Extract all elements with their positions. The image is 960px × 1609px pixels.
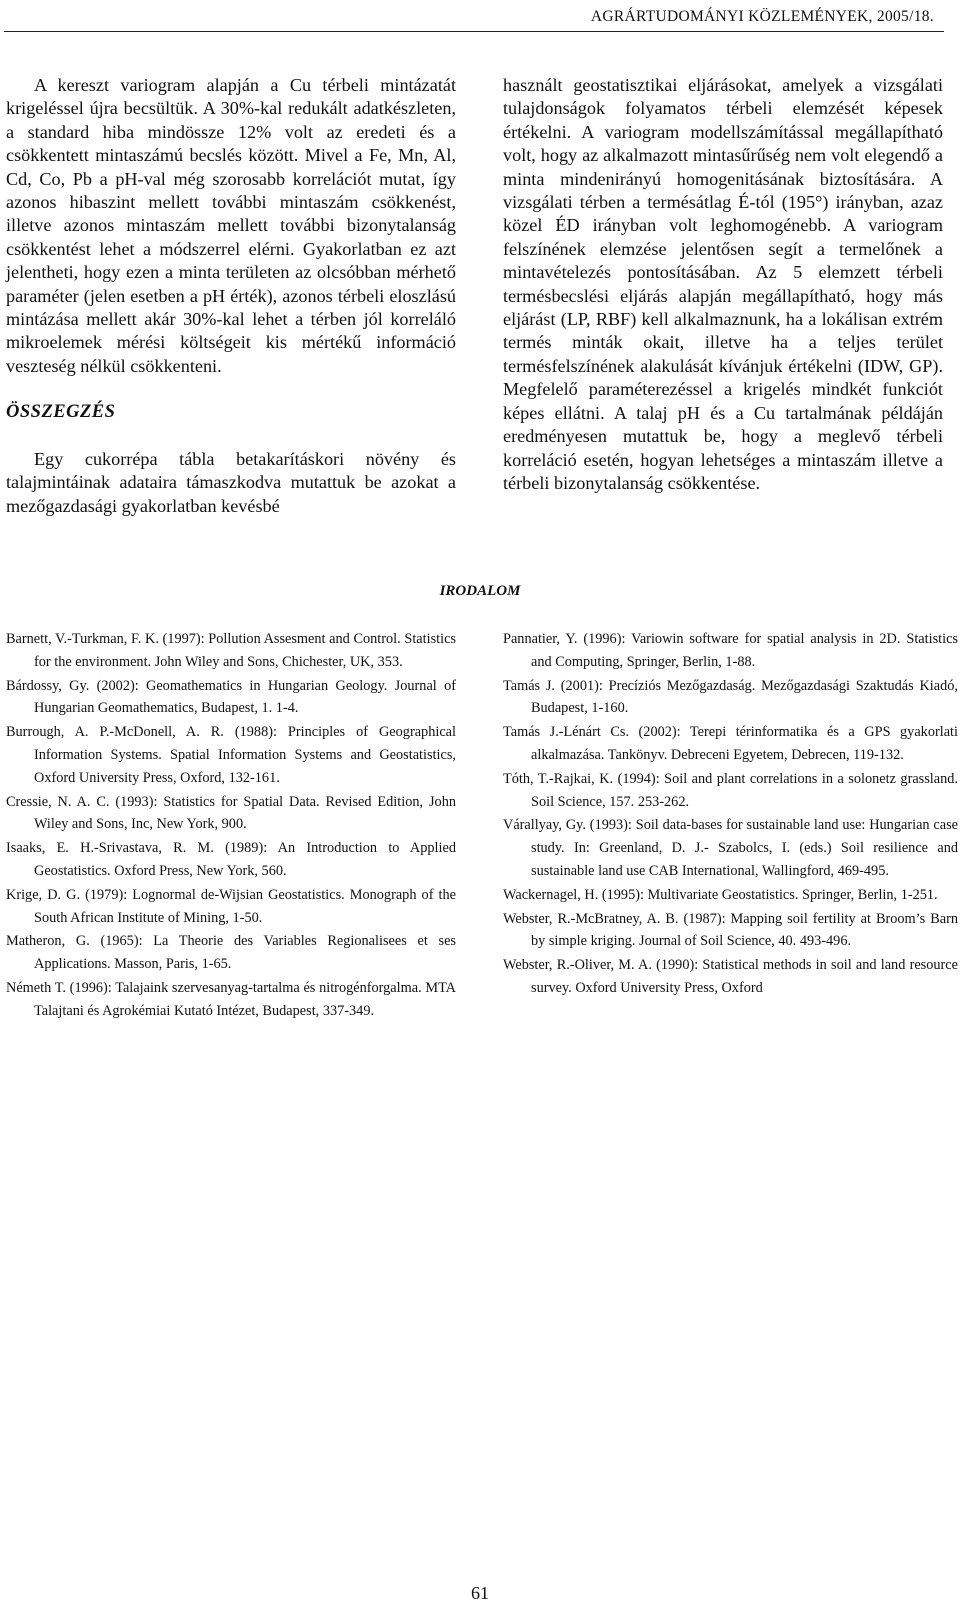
reference-item: Webster, R.-Oliver, M. A. (1990): Statistical methods in soil and land resource survey. Oxford University Press, Oxford bbox=[503, 957, 958, 996]
reference-item: Németh T. (1996): Talajaink szervesanyag-tartalma és nitrogénforgalma. MTA Talajtani és Agrokémiai Kutató Intézet, Budapest, 337-349. bbox=[6, 979, 456, 1019]
section-title: ÖSSZEGZÉS bbox=[6, 402, 116, 423]
body-paragraph: használt geostatisztikai eljárásokat, amelyek a vizsgálati tulajdonságok folyamatos térbeli elemzését képesek értékelni. A variogram modellszámítással megállapítható volt, hogy az alkalmazott mintasűrűség nem volt elegendő a minta mindenirányú homogenitásának biztosítására. A vizsgálati térben a termésátlag É-tól (195°) irányban, azaz közel ÉD irányban volt leghomogénebb. A variogram felszínének elemzése jelentősen segít a termelőnek a mintavételezés pontosításában. Az 5 elemzett térbeli termésbecslési eljárás alapján megállapítható, hogy más eljárást (LP, RBF) kell alkalmaznunk, ha a lokálisan extrém termés minták okait, illetve ha a teljes terület termésfelszínének alakulását kívánjuk értékelni (IDW, GP). Megfelelő paraméterezéssel a krigelés mindkét funkciót képes ellátni. A talaj pH és a Cu tartalmának példáján eredményesen mutattuk be, hogy a meglevő térbeli korreláció esetén, hogyan lehetséges a mintaszám illetve a térbeli bizonytalanság csökkentése. bbox=[503, 75, 943, 493]
reference-item: Tamás J.-Lénárt Cs. (2002): Terepi térinformatika és a GPS gyakorlati alkalmazása. Tankönyv. Debreceni Egyetem, Debrecen, 119-132. bbox=[503, 724, 958, 763]
header-rule bbox=[4, 31, 944, 32]
left-column bbox=[6, 74, 456, 518]
page-number: 61 bbox=[471, 1583, 489, 1603]
reference-item: Wackernagel, H. (1995): Multivariate Geostatistics. Springer, Berlin, 1-251. bbox=[503, 886, 938, 903]
reference-item: Isaaks, E. H.-Srivastava, R. M. (1989): An Introduction to Applied Geostatistics. Oxford Press, New York, 560. bbox=[6, 840, 456, 879]
reference-item: Várallyay, Gy. (1993): Soil data-bases for sustainable land use: Hungarian case study. In: Greenland, D. J.- Szabolcs, I. (eds.) Soil resilience and sustainable land use CAB International, Wallingford, 469-495. bbox=[503, 817, 958, 879]
reference-item: Barnett, V.-Turkman, F. K. (1997): Pollution Assesment and Control. Statistics for the environment. John Wiley and Sons, Chichester, UK, 353. bbox=[6, 631, 456, 670]
running-head: AGRÁRTUDOMÁNYI KÖZLEMÉNYEK, 2005/18. bbox=[590, 8, 934, 25]
reference-item: Tóth, T.-Rajkai, K. (1994): Soil and plant correlations in a solonetz grassland. Soil Science, 157. 253-262. bbox=[503, 770, 958, 810]
references-heading: IRODALOM bbox=[439, 583, 521, 599]
reference-item: Krige, D. G. (1979): Lognormal de-Wijsian Geostatistics. Monograph of the South African Institute of Mining, 1-50. bbox=[6, 886, 456, 926]
reference-item: Webster, R.-McBratney, A. B. (1987): Mapping soil fertility at Broom’s Barn by simple kriging. Journal of Soil Science, 40. 493-496. bbox=[503, 910, 958, 950]
reference-item: Bárdossy, Gy. (2002): Geomathematics in Hungarian Geology. Journal of Hungarian Geomathematics, Budapest, 1. 1-4. bbox=[6, 677, 456, 717]
reference-item: Tamás J. (2001): Precíziós Mezőgazdaság. Mezőgazdasági Szaktudás Kiadó, Budapest, 1-160. bbox=[503, 677, 958, 717]
right-column bbox=[503, 74, 943, 495]
body-paragraph: A kereszt variogram alapján a Cu térbeli mintázatát krigeléssel újra becsültük. A 30%-kal redukált adatkészleten, a standard hiba mindössze 12% volt az eredeti és a csökkentett mintaszámú becslés között. Mivel a Fe, Mn, Al, Cd, Co, Pb a pH-val még szorosabb korrelációt mutat, így azonos hibaszint mellett további mintaszám csökkenést, illetve azonos mintaszám mellett további bizonytalanság csökkentést lehet a módszerrel elérni. Gyakorlatban ez azt jelentheti, hogy ezen a minta területen az olcsóbban mérhető paraméter (jelen esetben a pH érték), azonos térbeli eloszlású mintázása mellett akár 30%-kal lehet a térben jól korreláló mikroelemek mérési költségeit kis mértékű információ veszteség nélkül csökkenteni. bbox=[6, 75, 456, 376]
reference-item: Pannatier, Y. (1996): Variowin software for spatial analysis in 2D. Statistics and Computing, Springer, Berlin, 1-88. bbox=[503, 631, 958, 670]
reference-item: Burrough, A. P.-McDonell, A. R. (1988): Principles of Geographical Information Systems. Spatial Information Systems and Geostatistics, Oxford University Press, Oxford, 132-161. bbox=[6, 724, 456, 786]
reference-item: Cressie, N. A. C. (1993): Statistics for Spatial Data. Revised Edition, John Wiley and Sons, Inc, New York, 900. bbox=[6, 793, 456, 833]
references-right bbox=[503, 628, 958, 1001]
reference-item: Matheron, G. (1965): La Theorie des Variables Regionalisees et ses Applications. Masson, Paris, 1-65. bbox=[6, 933, 456, 973]
body-paragraph: Egy cukorrépa tábla betakarításkori növény és talajmintáinak adataira támaszkodva mutattuk be azokat a mezőgazdasági gyakorlatban kevésbé bbox=[6, 448, 456, 516]
references-left bbox=[6, 628, 456, 1024]
